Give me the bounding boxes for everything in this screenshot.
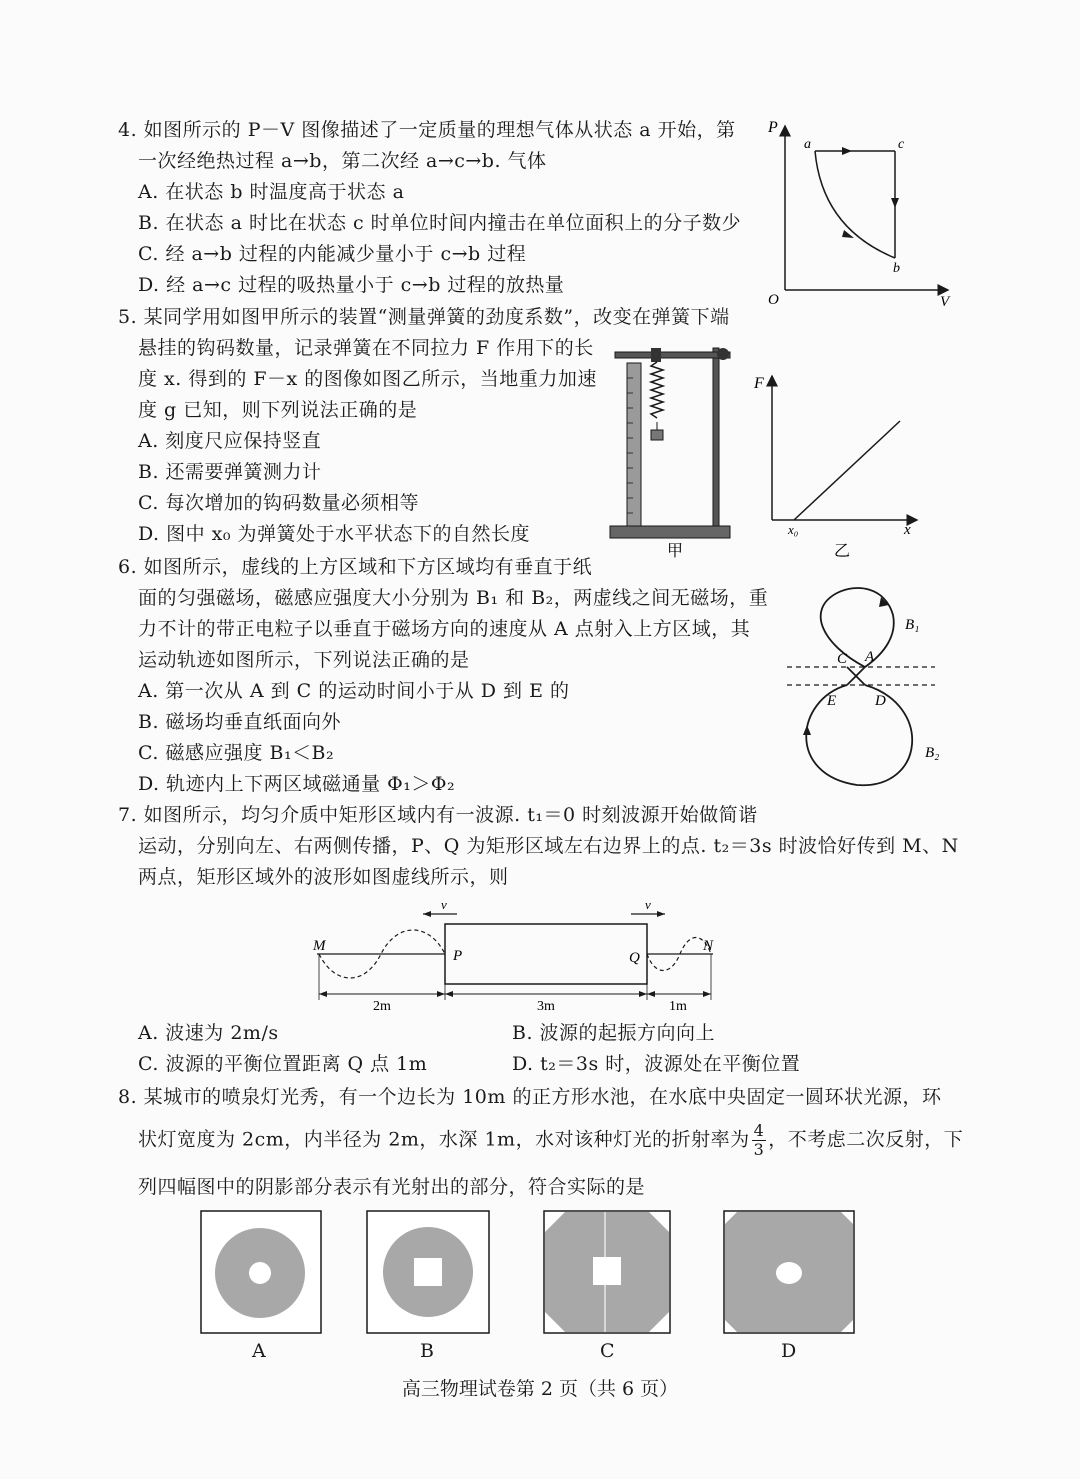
point-q-label: Q <box>629 950 640 966</box>
q8-line2 <box>138 1122 963 1159</box>
q6-option-a: A. 第一次从 A 到 C 的运动时间小于从 D 到 E 的 <box>138 680 570 702</box>
v-axis-label: V <box>940 294 950 310</box>
point-p-label: P <box>453 948 463 964</box>
q4-option-c: C. 经 a→b 过程的内能减少量小于 c→b 过程 <box>138 243 527 265</box>
q4-option-b: B. 在状态 a 时比在状态 c 时单位时间内撞击在单位面积上的分子数少 <box>138 212 742 234</box>
q5-line2: 悬挂的钩码数量，记录弹簧在不同拉力 F 作用下的长 <box>138 337 594 359</box>
q7-line1: 7. 如图所示，均匀介质中矩形区域内有一波源. t₁＝0 时刻波源开始做简谐 <box>118 804 758 826</box>
wave-figure <box>305 896 725 1016</box>
figure-yi-label: 乙 <box>834 543 851 560</box>
q8-line2-end: ，不考虑二次反射，下 <box>768 1128 964 1151</box>
b2-label: B₂ <box>925 745 940 761</box>
q6-option-c: C. 磁感应强度 B₁＜B₂ <box>138 742 335 764</box>
point-d-label: D <box>875 693 886 709</box>
q4-option-d: D. 经 a→c 过程的吸热量小于 c→b 过程的放热量 <box>138 274 565 296</box>
point-c-label: c <box>898 137 905 152</box>
point-n-label: N <box>703 938 714 954</box>
spring-apparatus-figure <box>605 338 745 560</box>
q6-option-d: D. 轨迹内上下两区域磁通量 Φ₁＞Φ₂ <box>138 773 456 795</box>
refractive-index-fraction <box>752 1122 767 1159</box>
left-velocity-label: v <box>441 897 447 912</box>
page-footer: 高三物理试卷第 2 页（共 6 页） <box>401 1378 679 1400</box>
point-a-label: A <box>865 649 875 665</box>
q7-line3: 两点，矩形区域外的波形如图虚线所示，则 <box>138 866 509 888</box>
q5-line3: 度 x. 得到的 F－x 的图像如图乙所示，当地重力加速 <box>138 368 597 390</box>
q7-option-d: D. t₂＝3s 时，波源处在平衡位置 <box>512 1053 801 1075</box>
point-b-label: b <box>893 261 900 276</box>
q6-line4: 运动轨迹如图所示，下列说法正确的是 <box>138 649 470 671</box>
q8-line3: 列四幅图中的阴影部分表示有光射出的部分，符合实际的是 <box>138 1176 646 1198</box>
option-b-label: B <box>420 1340 434 1362</box>
fraction-numerator: 4 <box>753 1121 765 1140</box>
q8-line1: 8. 某城市的喷泉灯光秀，有一个边长为 10m 的正方形水池，在水底中央固定一圆环状光源，环 <box>118 1086 942 1108</box>
figure-jia-label: 甲 <box>667 543 684 560</box>
option-d-figure <box>723 1210 855 1334</box>
q7-option-b: B. 波源的起振方向向上 <box>512 1022 716 1044</box>
q7-option-c: C. 波源的平衡位置距离 Q 点 1m <box>138 1053 428 1075</box>
f-axis-label: F <box>754 375 764 392</box>
p-axis-label: P <box>768 119 778 136</box>
q5-option-a: A. 刻度尺应保持竖直 <box>138 430 322 452</box>
q5-line1: 5. 某同学用如图甲所示的装置“测量弹簧的劲度系数”，改变在弹簧下端 <box>118 306 730 328</box>
q4-line2: 一次经绝热过程 a→b，第二次经 a→c→b. 气体 <box>138 150 547 172</box>
q7-line2: 运动，分别向左、右两侧传播，P、Q 为矩形区域左右边界上的点. t₂＝3s 时波恰好传到 M、N <box>138 835 959 857</box>
q6-line1: 6. 如图所示，虚线的上方区域和下方区域均有垂直于纸 <box>118 556 593 578</box>
q6-line2: 面的匀强磁场，磁感应强度大小分别为 B₁ 和 B₂，两虚线之间无磁场，重 <box>138 587 769 609</box>
x0-label: x₀ <box>788 522 799 537</box>
point-e-label: E <box>827 693 837 709</box>
option-c-label: C <box>600 1340 615 1362</box>
right-velocity-label: v <box>645 897 651 912</box>
q4-option-a: A. 在状态 b 时温度高于状态 a <box>138 181 405 203</box>
fraction-denominator: 3 <box>753 1140 765 1159</box>
option-a-label: A <box>252 1340 266 1362</box>
option-c-figure <box>543 1210 671 1334</box>
q8-line2-start: 状灯宽度为 2cm，内半径为 2m，水深 1m，水对该种灯光的折射率为 <box>138 1128 750 1151</box>
option-a-figure <box>200 1210 322 1334</box>
q7-option-a: A. 波速为 2m/s <box>138 1022 279 1044</box>
origin-label: O <box>768 292 779 308</box>
pv-diagram <box>760 118 960 310</box>
magnetic-trajectory-figure <box>785 585 945 795</box>
q4-line1: 4. 如图所示的 P－V 图像描述了一定质量的理想气体从状态 a 开始，第 <box>118 119 736 141</box>
f-x-graph <box>752 366 927 560</box>
option-b-figure <box>366 1210 490 1334</box>
b1-label: B₁ <box>905 617 920 633</box>
q6-option-b: B. 磁场均垂直纸面向外 <box>138 711 342 733</box>
x-axis-label: x <box>904 522 911 538</box>
q5-option-b: B. 还需要弹簧测力计 <box>138 461 322 483</box>
option-d-label: D <box>781 1340 797 1362</box>
q6-line3: 力不计的带正电粒子以垂直于磁场方向的速度从 A 点射入上方区域，其 <box>138 618 751 640</box>
q5-option-c: C. 每次增加的钩码数量必须相等 <box>138 492 419 514</box>
point-c-label: C <box>837 651 848 667</box>
q5-line4: 度 g 已知，则下列说法正确的是 <box>138 399 418 421</box>
distance-mp-label: 2m <box>373 999 391 1014</box>
q5-option-d: D. 图中 x₀ 为弹簧处于水平状态下的自然长度 <box>138 523 531 545</box>
point-a-label: a <box>804 137 811 152</box>
distance-pq-label: 3m <box>537 999 555 1014</box>
point-m-label: M <box>313 938 326 954</box>
distance-qn-label: 1m <box>669 999 687 1014</box>
